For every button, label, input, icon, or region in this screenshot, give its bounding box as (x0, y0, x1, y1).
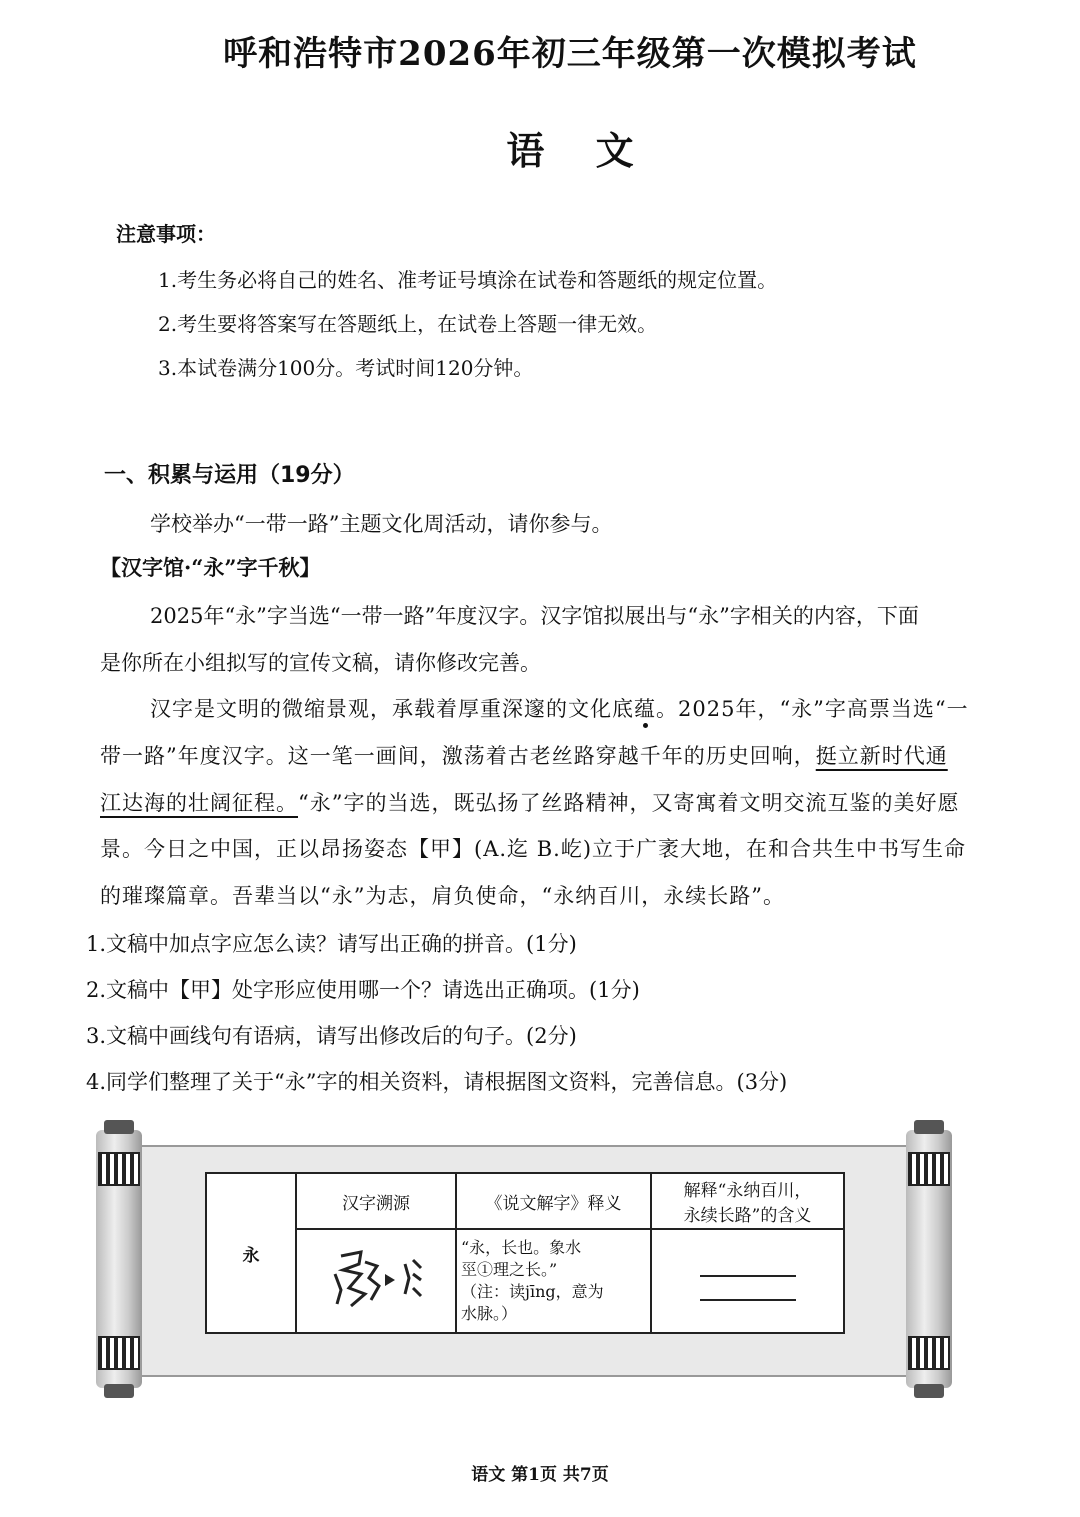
notice-item-3: 3.本试卷满分100分。考试时间120分钟。 (158, 356, 534, 380)
underlined-sentence-part-1: 挺立新时代通 (815, 744, 948, 768)
essay-line-5: 的璀璨篇章。吾辈当以“永”为志，肩负使命，“永纳百川，永续长路”。 (100, 884, 785, 908)
header-shuowen: 《说文解字》释义 (456, 1173, 651, 1229)
answer-blank-line[interactable] (700, 1285, 796, 1301)
context-line-1: 2025年“永”字当选“一带一路”年度汉字。汉字馆拟展出与“永”字相关的内容，下面 (150, 604, 919, 628)
notice-item-2: 2.考生要将答案写在答题纸上，在试卷上答题一律无效。 (158, 312, 658, 336)
roller-cap-top-right (914, 1120, 944, 1134)
essay-line-4: 景。今日之中国，正以昂扬姿态【甲】(A.迄 B.屹)立于广袤大地，在和合共生中书写生命 (100, 837, 967, 861)
answer-blank-cell[interactable] (651, 1229, 844, 1333)
roller-pattern-band (908, 1336, 950, 1370)
notice-item-1: 1.考生务必将自己的姓名、准考证号填涂在试卷和答题纸的规定位置。 (158, 268, 778, 292)
context-line-2: 是你所在小组拟写的宣传文稿，请你修改完善。 (100, 651, 541, 675)
header-origin: 汉字溯源 (296, 1173, 456, 1229)
roller-cap-top-left (104, 1120, 134, 1134)
roller-pattern-band (908, 1152, 950, 1186)
essay-line-3: 江达海的壮阔征程。“永”字的当选，既弘扬了丝路精神，又寄寓着文明交流互鉴的美好愿 (100, 791, 960, 815)
roller-cap-bottom-left (104, 1384, 134, 1398)
ancient-script-cell (296, 1229, 456, 1333)
subsection-heading: 【汉字馆·“永”字千秋】 (100, 555, 321, 580)
roller-pattern-band (98, 1152, 140, 1186)
essay-line-1: 汉字是文明的微缩景观，承载着厚重深邃的文化底蕴。2025年，“永”字高票当选“一 (150, 697, 969, 721)
question-2: 2.文稿中【甲】处字形应使用哪一个？请选出正确项。(1分) (86, 978, 640, 1002)
scroll-roller-left (96, 1130, 142, 1388)
answer-blank-line[interactable] (700, 1261, 796, 1277)
roller-cap-bottom-right (914, 1384, 944, 1398)
dotted-character: 蕴 (634, 697, 656, 721)
roller-pattern-band (98, 1336, 140, 1370)
underlined-sentence-part-2: 江达海的壮阔征程。 (100, 791, 298, 815)
page-footer: 语文 第1页 共7页 (471, 1465, 609, 1485)
scroll-roller-right (906, 1130, 952, 1388)
notice-heading: 注意事项： (116, 222, 216, 246)
question-3: 3.文稿中画线句有语病，请写出修改后的句子。(2分) (86, 1024, 577, 1048)
section-intro: 学校举办“一带一路”主题文化周活动，请你参与。 (150, 512, 613, 536)
yong-info-table (205, 1172, 845, 1334)
question-4: 4.同学们整理了关于“永”字的相关资料，请根据图文资料，完善信息。(3分) (86, 1070, 788, 1094)
header-meaning: 解释“永纳百川， 永续长路”的含义 (651, 1173, 844, 1229)
ancient-script-glyph-icon (321, 1244, 431, 1314)
shuowen-definition: “永，长也。象水 巠①理之长。” （注：读jīng，意为 水脉。） (456, 1229, 651, 1333)
section-heading: 一、积累与运用（19分） (104, 463, 355, 488)
question-1: 1.文稿中加点字应怎么读？请写出正确的拼音。(1分) (86, 932, 577, 956)
essay-line-2: 带一路”年度汉字。这一笔一画间，激荡着古老丝路穿越千年的历史回响，挺立新时代通 (100, 744, 948, 768)
exam-title: 呼和浩特市2026年初三年级第一次模拟考试 (223, 34, 917, 74)
subject-title: 语 文 (506, 128, 634, 173)
featured-character: 永 (206, 1173, 296, 1333)
